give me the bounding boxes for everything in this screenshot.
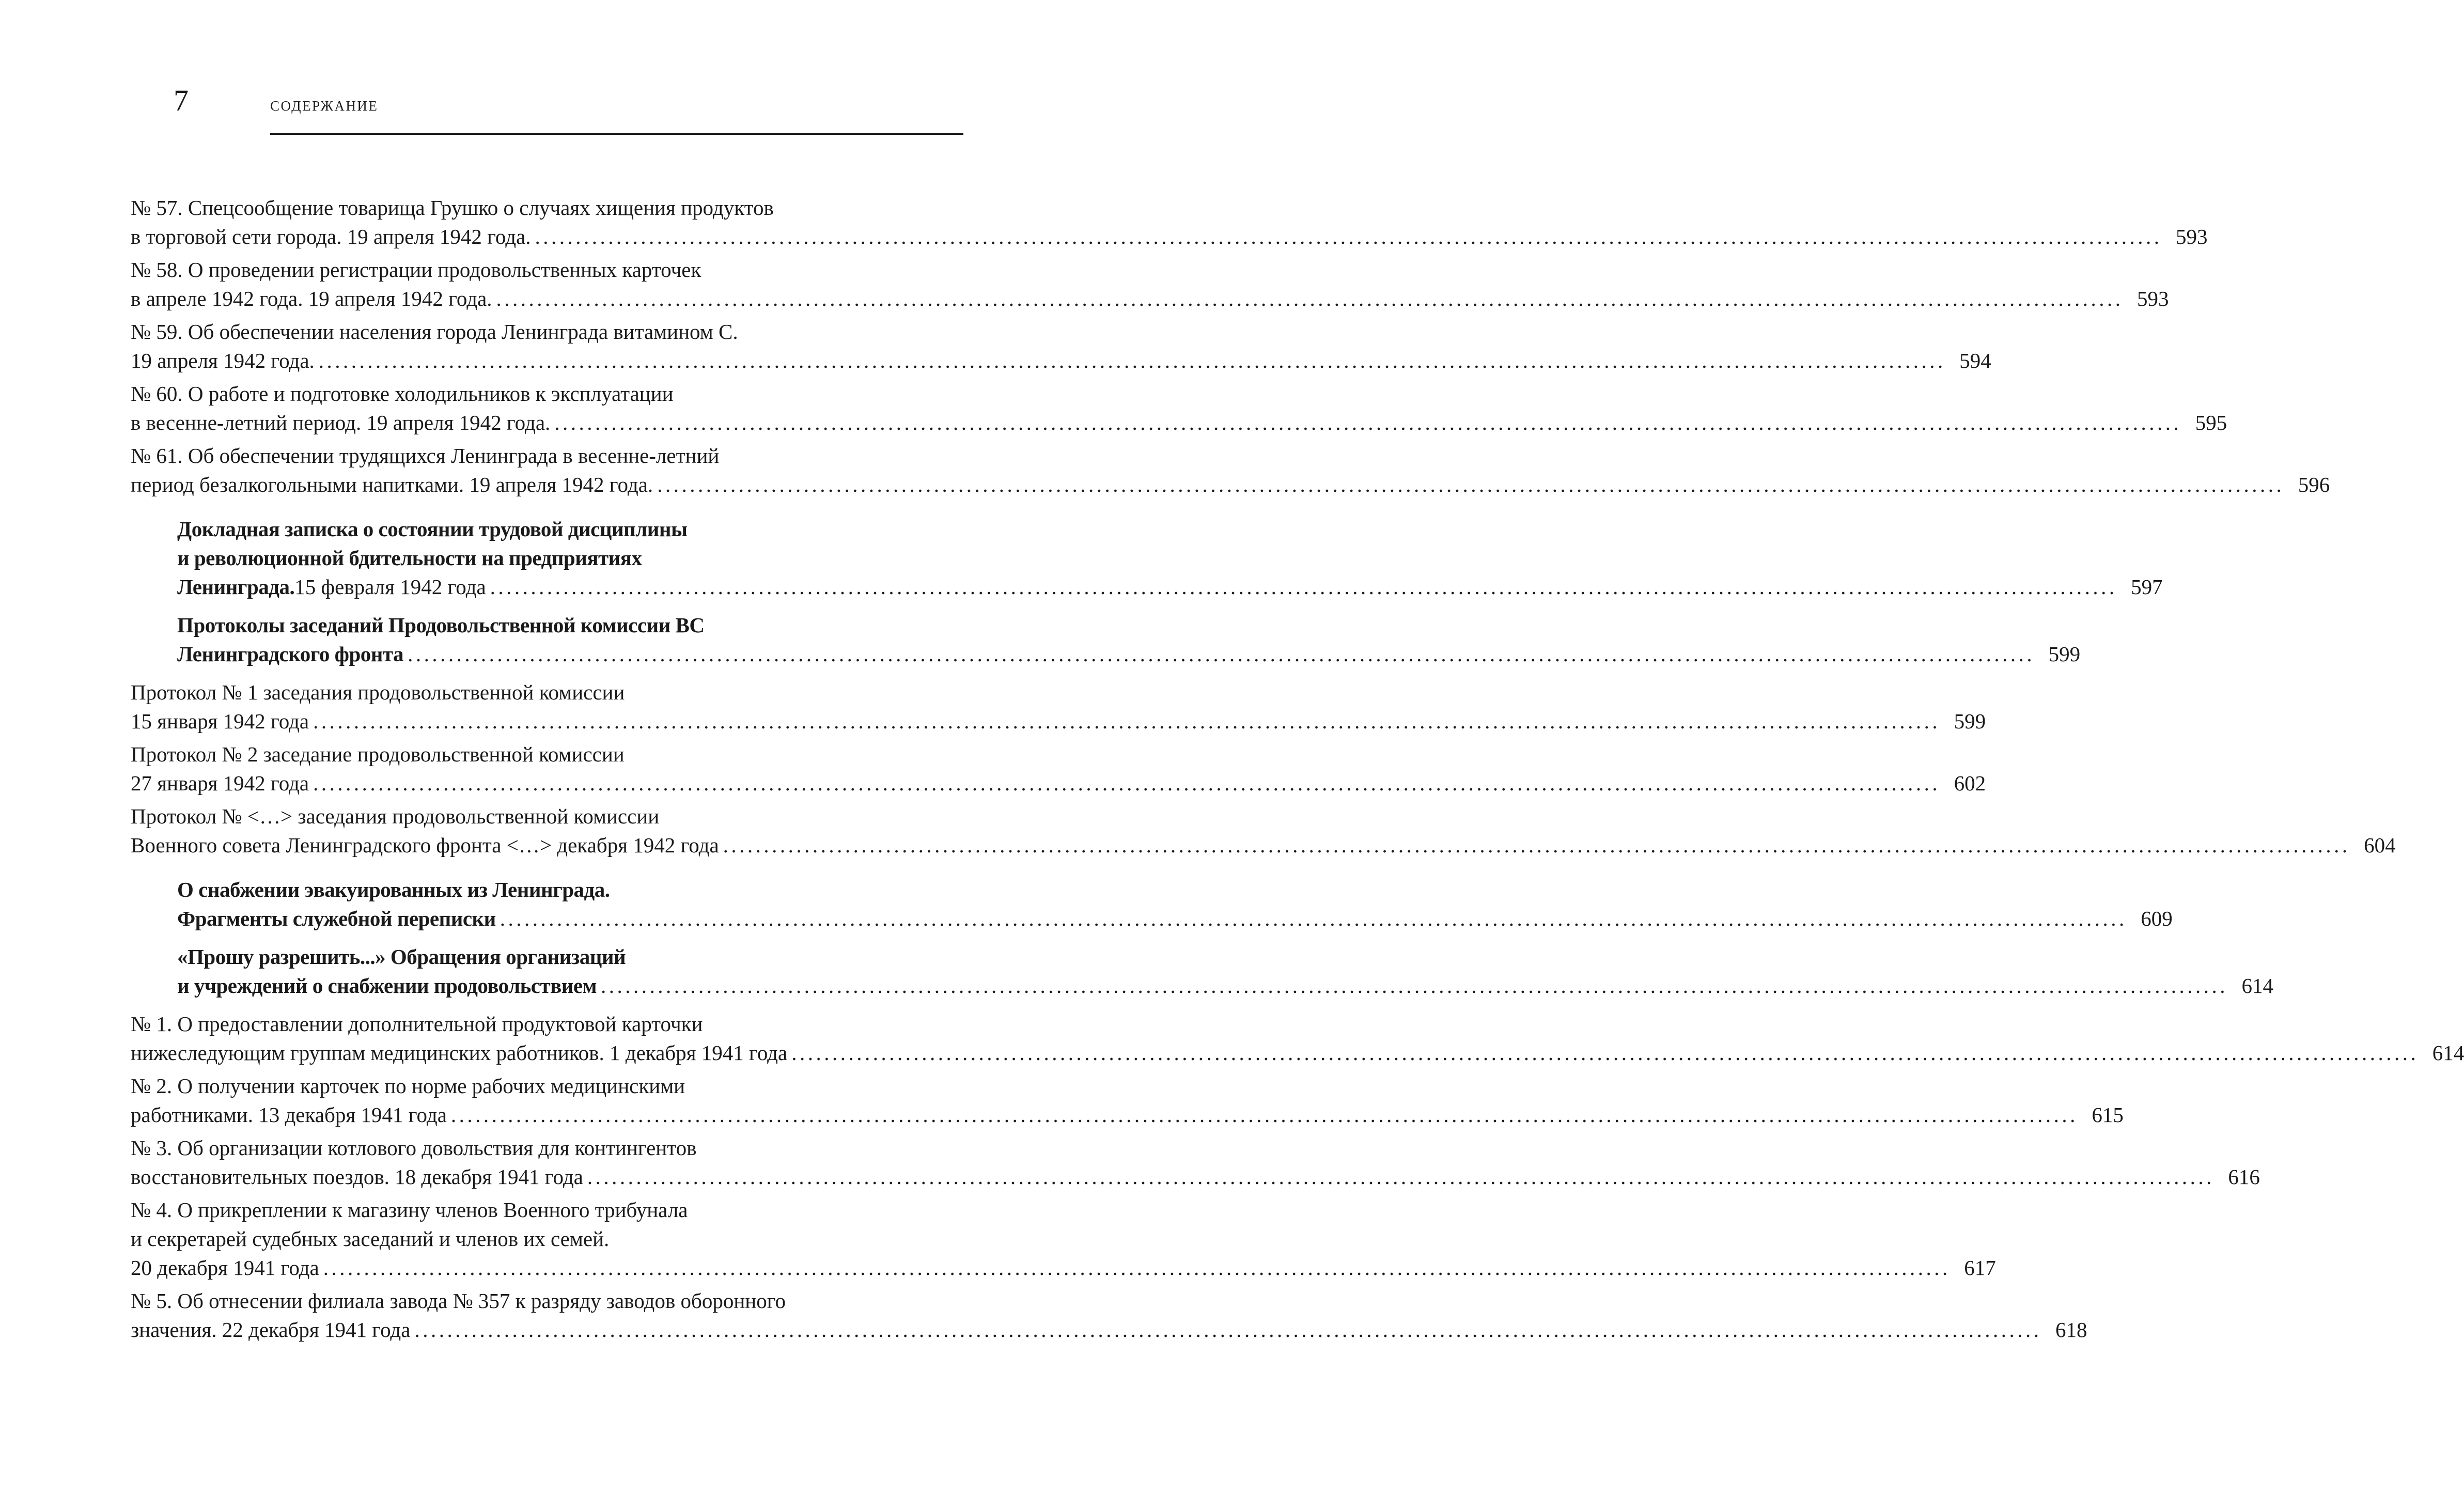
toc-entry-text: Фрагменты служебной переписки [177, 907, 496, 930]
toc-page-number: 615 [2092, 1103, 2124, 1127]
toc-entry-line [177, 611, 955, 640]
toc-entry-text: № 57. Спецсообщение товарища Грушко о случаях хищения продуктов [131, 196, 774, 220]
dot-leader: ........................................................................................................................................................................................................ [490, 575, 2117, 599]
toc-entry-last-line [131, 1315, 2087, 1344]
toc-entry-text: значения. 22 декабря 1941 года [131, 1318, 411, 1342]
toc-section-heading[interactable] [131, 875, 2173, 933]
toc-entry[interactable] [131, 379, 2227, 437]
toc-entry-text: Ленинграда. [177, 575, 295, 599]
toc-entry-last-line [131, 1038, 2464, 1067]
toc-entry-line [131, 740, 955, 769]
toc-entry-text: и революционной бдительности на предприятиях [177, 546, 642, 570]
dot-leader: ........................................................................................................................................................................................................ [313, 771, 1941, 795]
toc-entry-text: № 61. Об обеспечении трудящихся Ленинграда в весенне-летний [131, 444, 720, 468]
toc-entry-text: 19 апреля 1942 года. [131, 349, 315, 372]
toc-entry-text: Военного совета Ленинградского фронта <…> декабря 1942 года [131, 833, 719, 857]
toc-entry[interactable] [131, 1071, 2124, 1129]
toc-entry-last-line [131, 470, 2330, 499]
toc-entry[interactable] [131, 1009, 2464, 1067]
toc-page-number: 614 [2432, 1041, 2464, 1065]
toc-entry-line [131, 255, 955, 284]
toc-entry-last-line [131, 408, 2227, 437]
dot-leader: ........................................................................................................................................................................................................ [318, 349, 1946, 372]
toc-entry-line [131, 1009, 955, 1038]
toc-entry[interactable] [131, 678, 1986, 736]
dot-leader: ........................................................................................................................................................................................................ [313, 709, 1941, 733]
dot-leader: ........................................................................................................................................................................................................ [496, 287, 2124, 310]
toc-page-number: 597 [2131, 575, 2163, 599]
table-of-contents [131, 193, 2464, 1348]
toc-entry[interactable] [131, 802, 2396, 860]
toc-section-heading[interactable] [131, 942, 2274, 1000]
toc-entry-last-line [131, 222, 2208, 251]
toc-entry-line [131, 193, 955, 222]
toc-entry-last-line [131, 1100, 2124, 1129]
toc-entry-last-line [177, 572, 2163, 601]
toc-entry-text: № 3. Об организации котлового довольствия для контингентов [131, 1136, 697, 1160]
toc-entry-line [131, 1224, 955, 1253]
dot-leader: ........................................................................................................................................................................................................ [408, 642, 2035, 666]
toc-entry-line [131, 441, 955, 470]
toc-page-number: 594 [1959, 349, 1991, 372]
toc-page-number: 593 [2176, 225, 2208, 248]
toc-entry-last-line [131, 707, 1986, 736]
toc-page-number: 602 [1954, 771, 1986, 795]
dot-leader: ........................................................................................................................................................................................................ [323, 1256, 1951, 1280]
dot-leader: ........................................................................................................................................................................................................ [723, 833, 2350, 857]
toc-entry[interactable] [131, 1286, 2087, 1344]
toc-entry-last-line [131, 1253, 1996, 1282]
dot-leader: ........................................................................................................................................................................................................ [587, 1165, 2215, 1189]
toc-page-number: 599 [1954, 709, 1986, 733]
toc-section-heading[interactable] [131, 515, 2163, 601]
toc-entry-text: № 4. О прикреплении к магазину членов Военного трибунала [131, 1198, 688, 1222]
toc-entry-text: 20 декабря 1941 года [131, 1256, 319, 1280]
toc-entry-last-line [131, 769, 1986, 798]
toc-page-number: 609 [2141, 907, 2173, 930]
dot-leader: ........................................................................................................................................................................................................ [450, 1103, 2078, 1127]
dot-leader: ........................................................................................................................................................................................................ [791, 1041, 2419, 1065]
toc-page-number: 596 [2298, 473, 2330, 496]
toc-entry-text: № 59. Об обеспечении населения города Ленинграда витамином С. [131, 320, 738, 344]
toc-entry-text: и учреждений о снабжении продовольствием [177, 974, 597, 998]
toc-entry-line [131, 379, 955, 408]
toc-entry[interactable] [131, 1195, 1996, 1282]
toc-entry[interactable] [131, 317, 1991, 375]
toc-page-number: 617 [1964, 1256, 1996, 1280]
dot-leader: ........................................................................................................................................................................................................ [535, 225, 2162, 248]
toc-entry-text: «Прошу разрешить...» Обращения организаций [177, 945, 626, 969]
toc-entry-last-line [131, 831, 2396, 860]
dot-leader: ........................................................................................................................................................................................................ [601, 974, 2228, 998]
toc-entry-text: Ленинградского фронта [177, 642, 404, 666]
toc-entry-text: 27 января 1942 года [131, 771, 309, 795]
toc-page-number: 599 [2048, 642, 2081, 666]
toc-entry[interactable] [131, 1133, 2260, 1191]
toc-entry-text: 15 января 1942 года [131, 709, 309, 733]
toc-entry-text: Докладная записка о состоянии трудовой дисциплины [177, 517, 688, 541]
toc-entry-text: в торговой сети города. 19 апреля 1942 года. [131, 225, 531, 248]
toc-entry-line [131, 1071, 955, 1100]
toc-entry-line [177, 875, 955, 904]
toc-entry-last-line [131, 1162, 2260, 1191]
toc-entry-line [131, 802, 955, 831]
toc-entry-last-line [131, 284, 2169, 313]
toc-entry-text: нижеследующим группам медицинских работников. 1 декабря 1941 года [131, 1041, 788, 1065]
toc-page-number: 604 [2364, 833, 2396, 857]
page-number: 7 [174, 84, 189, 117]
toc-entry[interactable] [131, 255, 2169, 313]
dot-leader: ........................................................................................................................................................................................................ [657, 473, 2285, 496]
toc-entry-line [177, 543, 955, 572]
toc-entry-line [131, 1286, 955, 1315]
dot-leader: ........................................................................................................................................................................................................ [500, 907, 2127, 930]
toc-section-heading[interactable] [131, 611, 2081, 668]
toc-entry-text: восстановительных поездов. 18 декабря 1941 года [131, 1165, 583, 1189]
toc-entry-text: № 2. О получении карточек по норме рабочих медицинскими [131, 1074, 685, 1098]
toc-entry-last-line [131, 346, 1991, 375]
toc-entry-line [131, 1195, 955, 1224]
toc-page-number: 614 [2241, 974, 2274, 998]
toc-entry-last-line [177, 971, 2274, 1000]
toc-entry-text: Протокол № <…> заседания продовольственной комиссии [131, 804, 660, 828]
toc-entry[interactable] [131, 193, 2208, 251]
toc-entry[interactable] [131, 441, 2330, 499]
toc-page-number: 616 [2228, 1165, 2260, 1189]
header-rule [270, 133, 963, 135]
toc-entry-text: Протокол № 1 заседания продовольственной комиссии [131, 680, 625, 704]
dot-leader: ........................................................................................................................................................................................................ [554, 411, 2182, 434]
toc-page-number: 593 [2137, 287, 2169, 310]
toc-entry-last-line [177, 640, 2081, 668]
running-header-title: СОДЕРЖАНИЕ [270, 98, 379, 114]
toc-entry-text: № 5. Об отнесении филиала завода № 357 к разряду заводов оборонного [131, 1289, 786, 1313]
toc-entry-line [131, 1133, 955, 1162]
toc-entry-text: период безалкогольными напитками. 19 апреля 1942 года. [131, 473, 653, 496]
toc-entry-text: в апреле 1942 года. 19 апреля 1942 года. [131, 287, 492, 310]
toc-entry-text: № 58. О проведении регистрации продовольственных карточек [131, 258, 701, 282]
toc-entry-text: в весенне-летний период. 19 апреля 1942 года. [131, 411, 551, 434]
toc-entry-line [177, 515, 955, 543]
toc-entry-text: О снабжении эвакуированных из Ленинграда. [177, 878, 610, 901]
toc-page-number: 618 [2055, 1318, 2087, 1342]
dot-leader: ........................................................................................................................................................................................................ [414, 1318, 2042, 1342]
toc-entry-date: 15 февраля 1942 года [294, 575, 486, 599]
toc-entry-last-line [177, 904, 2173, 933]
toc-entry-text: работниками. 13 декабря 1941 года [131, 1103, 447, 1127]
toc-entry-text: № 1. О предоставлении дополнительной продуктовой карточки [131, 1012, 703, 1036]
toc-entry-line [131, 317, 955, 346]
toc-entry-text: Протокол № 2 заседание продовольственной комиссии [131, 742, 625, 766]
toc-entry-text: Протоколы заседаний Продовольственной комиссии ВС [177, 613, 705, 637]
toc-entry-text: и секретарей судебных заседаний и членов их семей. [131, 1227, 610, 1251]
toc-page-number: 595 [2195, 411, 2227, 434]
toc-entry-line [177, 942, 955, 971]
toc-entry[interactable] [131, 740, 1986, 798]
toc-entry-line [131, 678, 955, 707]
toc-entry-text: № 60. О работе и подготовке холодильников к эксплуатации [131, 382, 674, 406]
